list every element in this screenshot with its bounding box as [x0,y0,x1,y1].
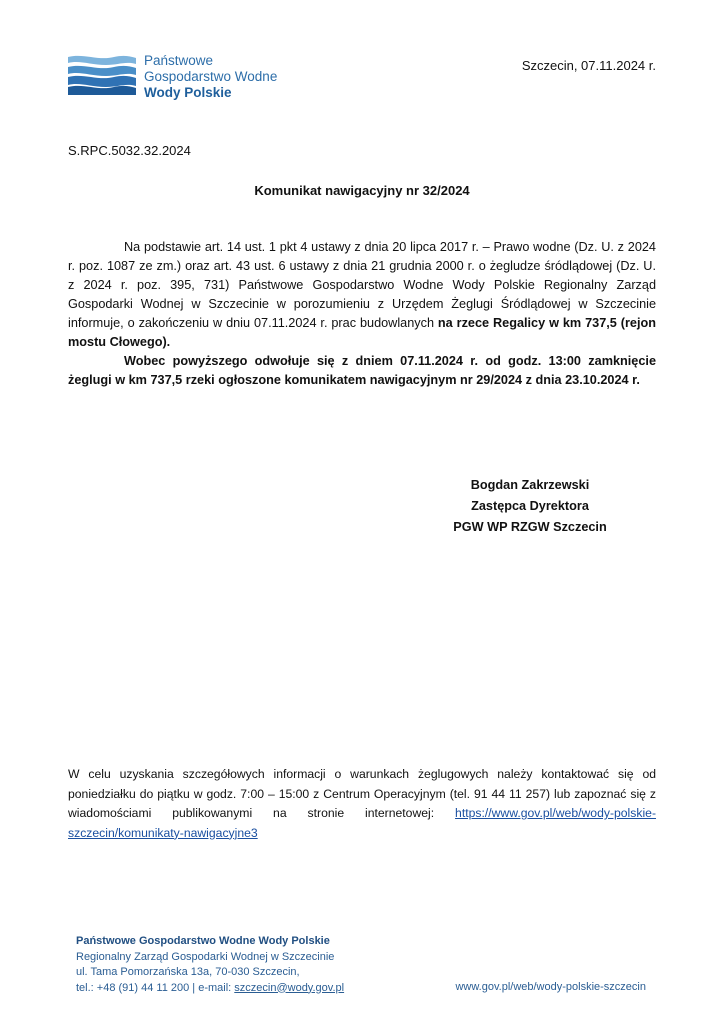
komunikaty-link[interactable]: https://www.gov.pl/web/wody-polskie-szczecin/komunikaty-nawigacyjne3 [68,806,656,840]
document-body [68,238,656,390]
document-date: Szczecin, 07.11.2024 r. [521,58,656,73]
wody-polskie-logo [68,55,277,101]
footer-address [76,934,344,996]
signature-org: PGW WP RZGW Szczecin [453,520,607,534]
contact-info-paragraph [68,765,656,843]
body-paragraph-1-bold: na rzece Regalicy w km 737,5 (rejon mostu Cłowego). [68,316,656,349]
logo-line-2: Gospodarstwo Wodne [144,69,278,84]
footer-email-link[interactable]: szczecin@wody.gov.pl [234,981,345,994]
reference-number: S.RPC.5032.32.2024 [68,143,191,158]
footer-org-name: Państwowe Gospodarstwo Wodne Wody Polskie [76,935,330,947]
document-title: Komunikat nawigacyjny nr 32/2024 [254,183,470,198]
signature-name: Bogdan Zakrzewski [470,478,590,492]
logo-text [144,53,277,101]
wave-logo-icon [68,55,136,95]
footer-website[interactable]: www.gov.pl/web/wody-polskie-szczecin [455,981,646,993]
body-paragraph-1 [68,238,656,352]
logo-line-1: Państwowe [144,53,214,68]
footer-street: ul. Tama Pomorzańska 13a, 70-030 Szczecin, [76,966,300,978]
body-paragraph-2-bold: Wobec powyższego odwołuje się z dniem 07.11.2024 r. od godz. 13:00 zamknięcie żeglugi w km 737,5 rzeki ogłoszone komunikatem nawigacyjnym nr 29/2024 z dnia 23.10.2024 r. [68,354,656,387]
logo-line-3: Wody Polskie [144,85,232,100]
footer-unit: Regionalny Zarząd Gospodarki Wodnej w Szczecinie [76,950,335,963]
signature-role: Zastępca Dyrektora [471,499,589,513]
signature-block [420,475,640,538]
contact-info-text: W celu uzyskania szczegółowych informacji o warunkach żeglugowych należy kontaktować się od poniedziałku do piątku w godz. 7:00 – 15:00 z Centrum Operacyjnym (tel. 91 44 11 257) lub zapoznać się z wiadomościami publikowanymi na stronie internetowej: [68,767,656,821]
footer-phone: tel.: +48 (91) 44 11 200 | e-mail: [76,981,235,994]
body-paragraph-2 [68,352,656,390]
body-paragraph-1-text: Na podstawie art. 14 ust. 1 pkt 4 ustawy z dnia 20 lipca 2017 r. – Prawo wodne (Dz. U. z 2024 r. poz. 1087 ze zm.) oraz art. 43 ust. 6 ustawy z dnia 21 grudnia 2000 r. o żegludze śródlądowej (Dz. U. z 2024 r. poz. 395, 731) Państwowe Gospodarstwo Wodne Wody Polskie Regionalny Zarząd Gospodarki Wodnej w Szczecinie w porozumieniu z Urzędem Żeglugi Śródlądowej w Szczecinie informuje, o zakończeniu w dniu 07.11.2024 r. prac budowlanych [68,240,656,330]
footer-contact [76,981,344,997]
